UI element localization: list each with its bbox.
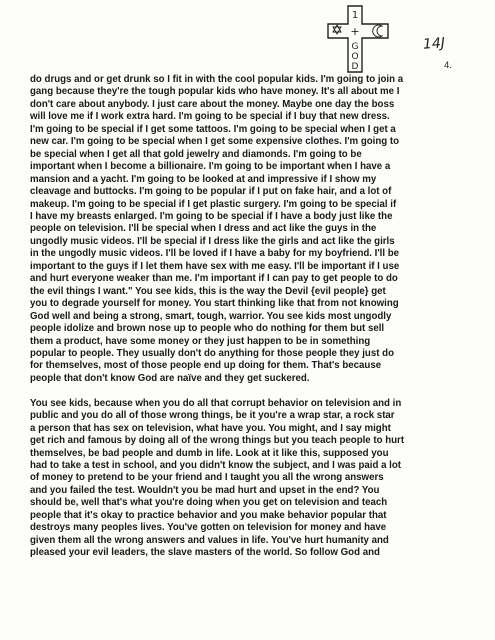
text-line: mansion and a yacht. I'm going to be looked at and impressive if I show my (30, 173, 377, 185)
text-line: popular to people. They usually don't do anything for those people they just do (30, 347, 394, 359)
page-number: 4. (444, 60, 452, 71)
text-line: do drugs and or get drunk so I fit in with the cool popular kids. I'm going to join a (30, 74, 404, 85)
text-line: pleased your evil leaders, the slave masters of the world. So follow God and (30, 547, 380, 559)
text-line: and hurt everyone weaker than me. I'm important if I can pay to get people to do (30, 273, 398, 285)
document-body (30, 74, 470, 560)
text-line: and you failed the test. Wouldn't you be mad hurt and upset in the end? You (30, 484, 380, 496)
text-line: You see kids, because when you do all that corrupt behavior on television and in (30, 397, 402, 409)
star-of-david-icon (333, 25, 341, 34)
text-line: people idolize and brown nose up to people who do nothing for them but sell (30, 323, 385, 335)
text-line: should be, well that's what you're doing when you get on television and teach (30, 497, 388, 509)
text-line: makeup. I'm going to be special if I get plastic surgery. I'm going to be special if (30, 198, 397, 210)
crescent-icon (373, 25, 382, 37)
text-line: will love me if I work extra hard. I'm going to be special if I buy that new dress. (30, 111, 390, 123)
cross-logo (326, 4, 390, 74)
text-line: you to degrade yourself for money. You start thinking like that from not knowing (30, 298, 399, 310)
text-line: themselves, be bad people and dumb in life. Look at it like this, supposed you (30, 447, 389, 459)
logo-letter-d: D (351, 62, 359, 72)
paragraph (30, 398, 470, 560)
text-line: new car. I'm going to be special when I get some expensive clothes. I'm going to (30, 136, 400, 148)
text-line: be special when I get all that gold jewelry and diamonds. I'm going to be (30, 148, 362, 160)
paragraph (30, 74, 470, 385)
text-line: in the ungodly music videos. I'll be loved if I have a baby for my boyfriend. I'll be (30, 248, 400, 260)
text-line: for themselves, most of those people end up doing for them. That's because (30, 360, 382, 372)
text-line: important to the guys if I let them have sex with me easy. I'll be important if I use (30, 260, 400, 272)
handwritten-page-number: 14J (422, 35, 446, 53)
text-line: given them all the wrong answers and values in life. You've hurt humanity and (30, 534, 389, 546)
logo-letter-1: 1 (351, 10, 359, 21)
text-line: don't care about anybody. I just care about the money. Maybe one day the boss (30, 98, 395, 110)
text-line: a person that has sex on television, what have you. You might, and I say might (30, 422, 391, 434)
text-line: I'm going to be special if I get some tattoos. I'm going to be special when I get a (30, 123, 396, 135)
text-line: people that it's okay to practice behavior and you make behavior popular that (30, 509, 387, 521)
logo-letter-o: O (351, 52, 359, 62)
text-line: God well and being a strong, smart, tough, warrior. You see kids most ungodly (30, 310, 392, 322)
text-line: people on television. I'll be special when I dress and act like the guys in the (30, 223, 377, 235)
text-line: people that don't know God are naïve and they get suckered. (30, 372, 310, 384)
text-line: them a product, have some money or they just happen to be in something (30, 335, 371, 347)
text-line: had to take a test in school, and you didn't know the subject, and I was paid a lot (30, 460, 402, 472)
text-line: of money to pretend to be your friend and I taught you all the wrong answers (30, 472, 384, 484)
text-line: I have my breasts enlarged. I'm going to be special if I have a body just like the (30, 210, 393, 222)
text-line: get rich and famous by doing all of the wrong things but you teach people to hurt (30, 435, 405, 447)
text-line: important when I become a billionaire. I'm going to be important when I have a (30, 161, 391, 173)
text-line: ungodly music videos. I'll be special if I dress like the girls and act like the girls (30, 235, 395, 247)
logo-letter-plus: + (350, 25, 360, 38)
logo-letter-g: G (351, 42, 359, 52)
text-line: destroys many peoples lives. You've gotten on television for money and have (30, 522, 387, 534)
text-line: the evil things I want." You see kids, this is the way the Devil {evil people} get (30, 285, 386, 297)
text-line: cleavage and buttocks. I'm going to be popular if I put on fake hair, and a lot of (30, 186, 392, 198)
text-line: public and you do all of those wrong things, be it you're a wrap star, a rock star (30, 410, 395, 422)
text-line: gang because they're the tough popular kids who have money. It's all about me I (30, 86, 400, 98)
